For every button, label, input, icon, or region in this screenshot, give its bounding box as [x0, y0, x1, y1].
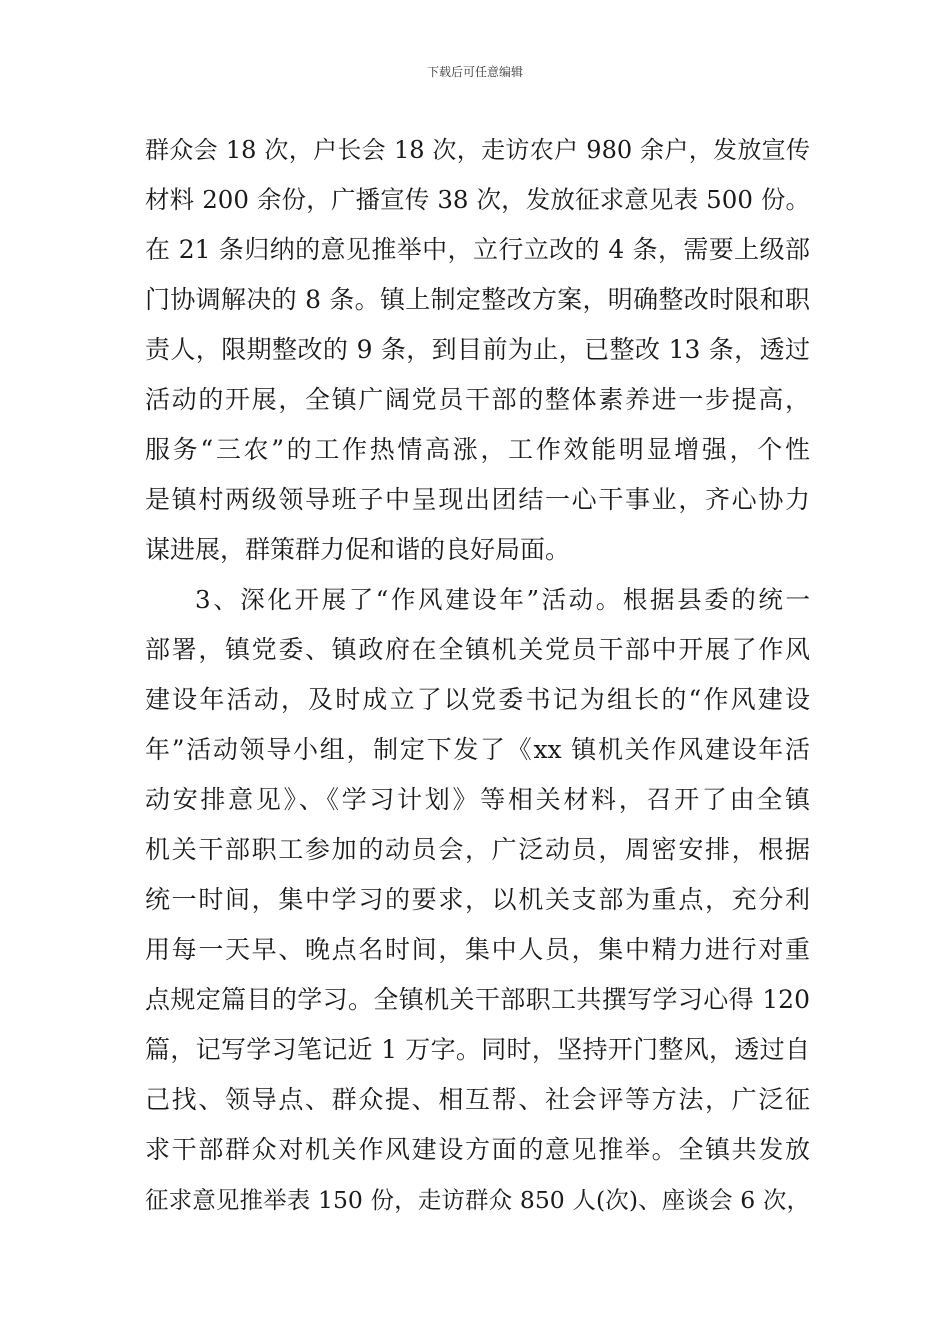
text-line: 求干部群众对机关作风建设方面的意见推举。全镇共发放: [145, 1135, 810, 1164]
text-line: 动安排意见》、《学习计划》等相关材料，召开了由全镇: [145, 785, 810, 814]
text-line: 机关干部职工参加的动员会，广泛动员，周密安排，根据: [145, 835, 810, 864]
text-line: 在 21 条归纳的意见推举中，立行立改的 4 条，需要上级部: [145, 235, 810, 264]
paragraph-end-line: 谋进展，群策群力促和谐的良好局面。: [145, 535, 571, 564]
text-line: 材料 200 余份，广播宣传 38 次，发放征求意见表 500 份。: [145, 185, 810, 214]
text-line: 活动的开展，全镇广阔党员干部的整体素养进一步提高，: [145, 385, 810, 414]
text-line: 年”活动领导小组，制定下发了《xx 镇机关作风建设年活: [145, 735, 810, 764]
text-line: 门协调解决的 8 条。镇上制定整改方案，明确整改时限和职: [145, 285, 810, 314]
text-line: 己找、领导点、群众提、相互帮、社会评等方法，广泛征: [145, 1085, 810, 1114]
text-line: 点规定篇目的学习。全镇机关干部职工共撰写学习心得 120: [145, 985, 810, 1014]
text-line: 篇，记写学习笔记近 1 万字。同时，坚持开门整风，透过自: [145, 1035, 810, 1064]
text-line: 是镇村两级领导班子中呈现出团结一心干事业，齐心协力: [145, 485, 810, 514]
text-line: 责人，限期整改的 9 条，到目前为止，已整改 13 条，透过: [145, 335, 810, 364]
text-line: 统一时间，集中学习的要求，以机关支部为重点，充分利: [145, 885, 810, 914]
text-line: 建设年活动，及时成立了以党委书记为组长的“作风建设: [145, 685, 810, 714]
text-line: 部署，镇党委、镇政府在全镇机关党员干部中开展了作风: [145, 635, 810, 664]
paragraph-start-line: 3、深化开展了“作风建设年”活动。根据县委的统一: [195, 585, 810, 614]
document-body: [145, 125, 810, 1225]
page-header: 下载后可任意编辑: [426, 65, 523, 79]
text-line: 用每一天早、晚点名时间，集中人员，集中精力进行对重: [145, 935, 810, 964]
text-line: 服务“三农”的工作热情高涨，工作效能明显增强，个性: [145, 435, 810, 464]
text-line: 群众会 18 次，户长会 18 次，走访农户 980 余户，发放宣传: [145, 136, 810, 164]
text-line: 征求意见推举表 150 份，走访群众 850 人(次)、座谈会 6 次，: [145, 1186, 810, 1214]
